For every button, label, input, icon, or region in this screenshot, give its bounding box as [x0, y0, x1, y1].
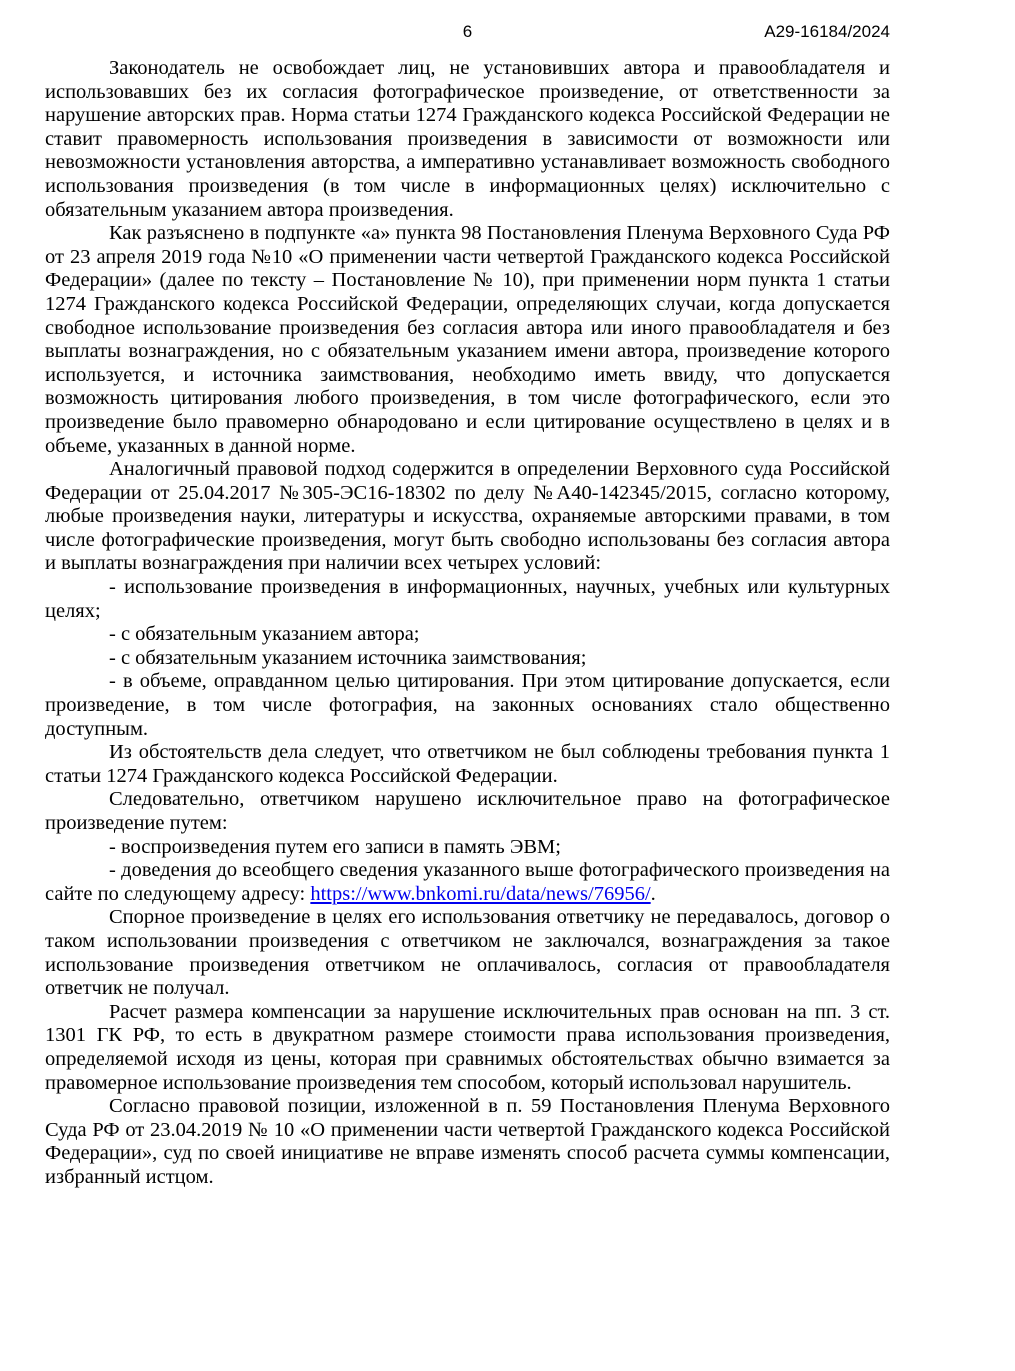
paragraph-text-after: . — [650, 882, 656, 905]
page-header — [45, 22, 890, 44]
case-number: А29-16184/2024 — [764, 22, 890, 41]
paragraph: Спорное произведение в целях его использования ответчику не передавалось, договор о таком использовании произведения с ответчиком не заключался, вознаграждения за такое использование произведения ответчиком не оплачивалось, согласия от правообладателя ответчик не получал. — [45, 906, 890, 1000]
page-number: 6 — [462, 22, 473, 41]
paragraph: Законодатель не освобождает лиц, не установивших автора и правообладателя и использовавших без их согласия фотографическое произведение, от ответственности за нарушение авторских прав. Норма статьи 1274 Гражданского кодекса Российской Федерации не ставит правомерность использования произведения в зависимости от возможности или невозможности установления авторства, а императивно устанавливает возможность свободного использования произведения (в том числе в информационных целях) исключительно с обязательным указанием автора произведения. — [45, 57, 890, 221]
paragraph-text: - доведения до всеобщего сведения указанного выше фотографического произведения на сайте по следующему адресу: — [45, 859, 890, 905]
list-item-paragraph: - с обязательным указанием источника заимствования; — [109, 646, 587, 669]
list-item-paragraph: - использование произведения в информационных, научных, учебных или культурных целях; — [45, 576, 890, 622]
list-item-paragraph: - с обязательным указанием автора; — [109, 623, 420, 646]
paragraph: Как разъяснено в подпункте «а» пункта 98 Постановления Пленума Верховного Суда РФ от 23 апреля 2019 года №10 «О применении части четвертой Гражданского кодекса Российской Федерации» (далее по тексту – Постановление № 10), при применении норм пункта 1 статьи 1274 Гражданского кодекса Российской Федерации, определяющих случаи, когда допускается свободное использование произведения без согласия автора или иного правообладателя и без выплаты вознаграждения, но с обязательным указанием имени автора, произведение которого используется, и источника заимствования, необходимо иметь ввиду, что допускается возможность цитирования любого произведения, в том числе фотографического, если это произведение было правомерно обнародовано и если цитирование осуществлено в целях и в объеме, указанных в данной норме. — [45, 222, 890, 457]
list-item-paragraph: - в объеме, оправданном целью цитирования. При этом цитирование допускается, если произведение, в том числе фотография, на законных основаниях стало общественно доступным. — [45, 670, 890, 740]
paragraph: Следовательно, ответчиком нарушено исключительное право на фотографическое произведение путем: — [45, 788, 890, 834]
document-body — [45, 57, 890, 1190]
paragraph: Согласно правовой позиции, изложенной в п. 59 Постановления Пленума Верховного Суда РФ от 23.04.2019 № 10 «О применении части четвертой Гражданского кодекса Российской Федерации», суд по своей инициативе не вправе изменять способ расчета суммы компенсации, избранный истцом. — [45, 1095, 890, 1188]
list-item-paragraph: - воспроизведения путем его записи в память ЭВМ; — [109, 835, 561, 858]
paragraph: Аналогичный правовой подход содержится в определении Верховного суда Российской Федерации от 25.04.2017 №305-ЭС16-18302 по делу №А40-142345/2015, согласно которому, любые произведения науки, литературы и искусства, охраняемые авторскими правами, в том числе фотографические произведения, могут быть свободно использованы без согласия автора и выплаты вознаграждения при наличии всех четырех условий: — [45, 458, 890, 575]
list-item-paragraph-with-link — [45, 859, 890, 906]
hyperlink[interactable]: https://www.bnkomi.ru/data/news/76956/ — [310, 882, 651, 905]
paragraph: Расчет размера компенсации за нарушение исключительных прав основан на пп. 3 ст. 1301 ГК РФ, то есть в двукратном размере стоимости права использования произведения, определяемой исходя из цены, которая при сравнимых обстоятельствах обычно взимается за правомерное использование произведения тем способом, который использовал нарушитель. — [45, 1000, 890, 1094]
paragraph: Из обстоятельств дела следует, что ответчиком не был соблюдены требования пункта 1 статьи 1274 Гражданского кодекса Российской Федерации. — [45, 741, 890, 787]
